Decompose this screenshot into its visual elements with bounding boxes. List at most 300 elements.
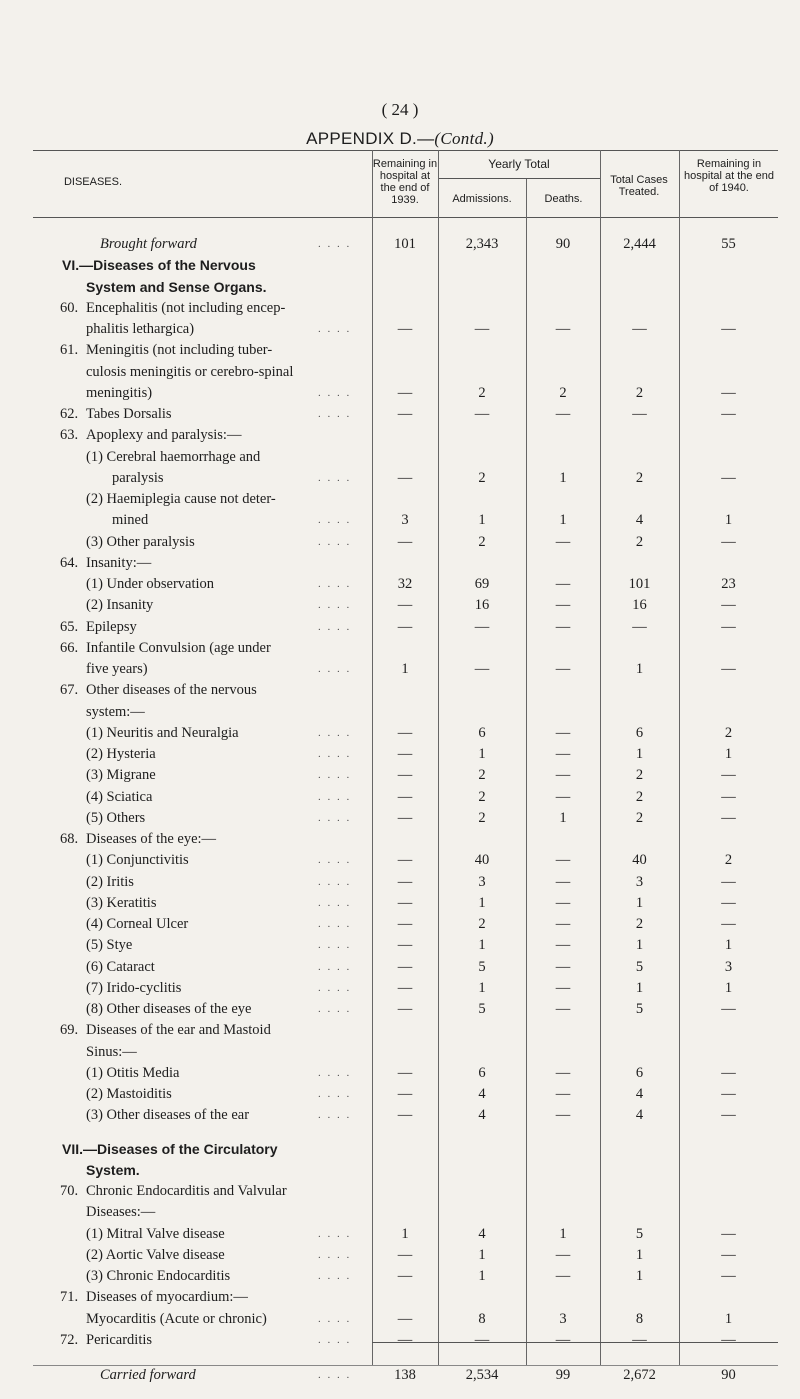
section-heading [0, 1139, 800, 1159]
cell-remaining-1940: — [721, 618, 736, 635]
cell-deaths: — [555, 321, 571, 337]
row-label: (2) Insanity [86, 597, 154, 614]
leader-dots: . . . . [318, 769, 352, 782]
table-row [0, 574, 800, 594]
leader-dots: . . . . [318, 1227, 352, 1240]
cell-remaining-1940: — [721, 809, 736, 826]
leader-dots: . . . . [318, 726, 352, 739]
leader-dots: . . . . [318, 1312, 352, 1325]
cell-deaths: — [555, 597, 571, 614]
cell-deaths: — [555, 1107, 571, 1124]
cell-deaths: — [555, 1086, 571, 1102]
table-row [0, 1224, 800, 1244]
leader-dots: . . . . [318, 620, 352, 633]
cell-total-treated: 16 [632, 597, 647, 614]
cell-total-treated: 6 [635, 724, 644, 741]
row-label: Other diseases of the nervous [86, 682, 257, 699]
cell-remaining-1939: — [397, 809, 413, 826]
row-text [0, 447, 800, 467]
cell-admissions: 16 [474, 597, 490, 614]
cell-remaining-1939: — [397, 788, 413, 805]
cell-remaining-1940: — [721, 1225, 736, 1242]
cell-admissions: 2 [478, 767, 486, 784]
cell-remaining-1939: 138 [394, 1367, 416, 1383]
cell-remaining-1939: — [397, 1268, 413, 1284]
row-number: 60. [60, 299, 79, 316]
cell-remaining-1940: — [721, 406, 736, 422]
table-row [0, 765, 800, 785]
leader-dots: . . . . [318, 599, 352, 612]
table-row [0, 872, 800, 892]
leader-dots: . . . . [318, 981, 352, 994]
row-label: culosis meningitis or cerebro-spinal [86, 363, 294, 380]
row-number: 70. [60, 1183, 79, 1199]
cell-remaining-1940: — [721, 873, 736, 890]
cell-total-treated: 2 [635, 788, 644, 805]
cell-remaining-1940: — [721, 1064, 736, 1081]
cell-admissions: 3 [478, 873, 486, 890]
cell-total-treated: 1 [635, 979, 644, 996]
table-row [0, 404, 800, 424]
table-row [0, 234, 800, 254]
cell-total-treated: 1 [635, 661, 644, 677]
cell-deaths: — [555, 873, 571, 890]
leader-dots: . . . . [318, 918, 352, 930]
cell-remaining-1939: — [397, 1310, 413, 1327]
cell-deaths: 90 [555, 236, 571, 252]
row-label: Diseases of myocardium:— [86, 1289, 248, 1306]
cell-remaining-1940: 3 [724, 958, 733, 975]
row-text [0, 340, 800, 360]
row-label: Diseases of the ear and Mastoid [86, 1022, 271, 1039]
cell-deaths: — [555, 406, 571, 422]
cell-deaths: 1 [559, 469, 567, 486]
cell-admissions: 4 [478, 1107, 486, 1124]
table-row [0, 1266, 800, 1286]
cell-remaining-1940: 2 [724, 852, 733, 869]
row-label: (2) Haemiplegia cause not deter- [86, 491, 276, 507]
leader-dots: . . . . [318, 960, 352, 973]
cell-remaining-1939: — [397, 852, 413, 869]
cell-remaining-1939: 3 [401, 512, 409, 529]
table-row [0, 914, 800, 934]
cell-admissions: — [474, 1331, 490, 1348]
row-label: (3) Other paralysis [86, 533, 195, 550]
leader-dots: . . . . [318, 578, 352, 590]
cell-remaining-1940: 1 [724, 512, 733, 529]
cell-deaths: — [555, 1331, 571, 1348]
cell-deaths: — [555, 1001, 571, 1017]
row-label: (5) Stye [86, 937, 133, 954]
row-text [0, 680, 800, 700]
col-total-cases-header: Total Cases Treated. [610, 174, 668, 198]
cell-remaining-1940: — [721, 788, 736, 805]
table-row [0, 978, 800, 998]
cell-admissions: 1 [478, 746, 486, 762]
cell-admissions: 5 [478, 1001, 486, 1017]
leader-dots: . . . . [318, 514, 352, 527]
table-row [0, 1309, 800, 1329]
cell-remaining-1940: — [721, 1001, 736, 1017]
leader-dots: . . . . [318, 811, 352, 824]
cell-remaining-1939: — [397, 746, 413, 762]
cell-remaining-1940: 90 [721, 1367, 736, 1383]
cell-admissions: 1 [478, 894, 486, 911]
row-label: (2) Aortic Valve disease [86, 1246, 225, 1263]
leader-dots: . . . . [318, 1369, 352, 1381]
cell-remaining-1940: 1 [724, 937, 733, 954]
cell-admissions: 1 [478, 979, 486, 996]
row-text [0, 1042, 800, 1062]
table-row [0, 532, 800, 552]
cell-admissions: 1 [478, 1246, 486, 1263]
cell-total-treated: — [632, 406, 647, 422]
cell-remaining-1940: — [721, 1331, 736, 1348]
cell-total-treated: 2 [635, 533, 644, 550]
title-contd: (Contd.) [434, 129, 494, 148]
row-text [0, 702, 800, 722]
cell-remaining-1939: — [397, 597, 413, 614]
cell-total-treated: 2 [635, 916, 644, 932]
title-text: APPENDIX D.— [306, 129, 435, 148]
row-label: Carried forward [100, 1367, 196, 1383]
cell-deaths: 2 [559, 384, 567, 401]
row-text [0, 638, 800, 658]
row-label: (8) Other diseases of the eye [86, 1001, 252, 1017]
row-label: (7) Irido-cyclitis [86, 979, 182, 996]
col-yearly-total-header: Yearly Total [488, 157, 550, 171]
row-text [0, 1202, 800, 1222]
cell-remaining-1940: — [721, 1086, 736, 1102]
row-label: (4) Sciatica [86, 788, 153, 805]
row-label: (3) Migrane [86, 767, 156, 784]
col-admissions-header: Admissions. [452, 193, 512, 205]
cell-deaths: 99 [555, 1367, 571, 1383]
table-row [0, 787, 800, 807]
cell-total-treated: 4 [635, 1107, 644, 1124]
cell-admissions: 8 [478, 1310, 486, 1327]
row-label: VI.—Diseases of the Nervous [62, 257, 256, 274]
cell-deaths: 1 [559, 809, 567, 826]
leader-dots: . . . . [318, 323, 352, 335]
cell-remaining-1940: — [721, 469, 736, 486]
cell-remaining-1939: — [397, 767, 413, 784]
row-number: 64. [60, 554, 79, 571]
cell-total-treated: — [632, 1331, 647, 1348]
cell-admissions: 2 [478, 809, 486, 826]
leader-dots: . . . . [318, 875, 352, 888]
cell-admissions: 4 [478, 1086, 486, 1102]
cell-total-treated: 2 [635, 384, 644, 401]
cell-total-treated: 1 [635, 1268, 644, 1284]
cell-deaths: — [555, 767, 571, 784]
cell-remaining-1940: — [721, 1268, 736, 1284]
cell-total-treated: 6 [635, 1064, 644, 1081]
col-diseases-header: DISEASES. [63, 176, 123, 188]
cell-remaining-1939: — [397, 873, 413, 890]
table-row [0, 744, 800, 764]
cell-deaths: — [555, 724, 571, 741]
table-row [0, 935, 800, 955]
cell-deaths: — [555, 533, 571, 550]
cell-deaths: — [555, 576, 571, 592]
cell-total-treated: 4 [635, 512, 644, 529]
row-text [0, 362, 800, 382]
cell-deaths: — [555, 937, 571, 954]
row-number: 71. [60, 1289, 79, 1306]
section-heading [0, 1160, 800, 1180]
leader-dots: . . . . [318, 1333, 352, 1346]
cell-remaining-1939: — [397, 958, 413, 975]
cell-total-treated: 40 [632, 852, 647, 869]
cell-admissions: 1 [478, 937, 486, 954]
cell-admissions: — [474, 661, 490, 677]
row-label: Brought forward [100, 236, 197, 252]
table-row [0, 383, 800, 403]
leader-dots: . . . . [318, 663, 352, 675]
leader-dots: . . . . [318, 238, 352, 250]
row-label: (1) Otitis Media [86, 1064, 180, 1081]
cell-remaining-1940: — [721, 533, 736, 550]
table-row [0, 617, 800, 637]
cell-admissions: 2 [478, 916, 486, 932]
cell-remaining-1939: — [397, 469, 413, 486]
row-label: System. [86, 1161, 140, 1178]
cell-admissions: 1 [478, 1268, 486, 1284]
cell-deaths: — [555, 979, 571, 996]
table-row [0, 1063, 800, 1083]
cell-admissions: 1 [478, 512, 486, 529]
cell-remaining-1939: — [397, 1107, 413, 1124]
row-label: Encephalitis (not including encep- [86, 299, 286, 316]
cell-admissions: 2 [478, 469, 486, 486]
cell-deaths: — [555, 852, 571, 869]
cell-remaining-1939: — [397, 937, 413, 954]
row-label: (2) Iritis [86, 873, 134, 890]
cell-deaths: 3 [559, 1310, 567, 1327]
leader-dots: . . . . [318, 748, 352, 760]
row-number: 61. [60, 342, 79, 359]
table-row [0, 510, 800, 530]
row-label: (6) Cataract [86, 958, 155, 975]
cell-total-treated: 5 [635, 1225, 644, 1242]
cell-total-treated: 2 [635, 809, 644, 826]
leader-dots: . . . . [318, 386, 352, 399]
row-text [0, 553, 800, 573]
cell-remaining-1940: — [721, 916, 736, 932]
cell-admissions: 2 [478, 384, 486, 401]
cell-total-treated: — [632, 321, 647, 337]
row-label: (1) Mitral Valve disease [86, 1225, 225, 1242]
row-label: (1) Cerebral haemorrhage and [86, 448, 261, 465]
cell-remaining-1940: — [721, 767, 736, 784]
row-label: Infantile Convulsion (age under [86, 639, 271, 656]
leader-dots: . . . . [318, 408, 352, 420]
leader-dots: . . . . [318, 790, 352, 803]
table-row [0, 999, 800, 1019]
leader-dots: . . . . [318, 1270, 352, 1282]
cell-remaining-1940: — [721, 384, 736, 401]
row-label: (5) Others [86, 809, 146, 826]
cell-total-treated: — [632, 618, 647, 635]
cell-deaths: — [555, 1064, 571, 1081]
cell-total-treated: 1 [635, 746, 644, 762]
page-number: ( 24 ) [381, 100, 419, 119]
cell-total-treated: 5 [635, 958, 644, 975]
cell-total-treated: 2 [635, 469, 644, 486]
cell-remaining-1939: — [397, 916, 413, 932]
col-remaining-start-header: Remaining in hospital at the end of 1939. [372, 158, 438, 206]
cell-remaining-1939: 32 [397, 576, 413, 592]
cell-remaining-1940: 2 [724, 724, 733, 741]
col-deaths-header: Deaths. [544, 193, 583, 205]
leader-dots: . . . . [318, 1088, 352, 1100]
row-text [0, 1020, 800, 1040]
cell-deaths: — [555, 746, 571, 762]
cell-admissions: 2 [478, 533, 486, 550]
row-label: mined [112, 512, 149, 529]
cell-total-treated: 1 [635, 894, 644, 911]
leader-dots: . . . . [318, 1066, 352, 1079]
leader-dots: . . . . [318, 1109, 352, 1122]
cell-remaining-1940: — [721, 321, 736, 337]
cell-total-treated: 8 [635, 1310, 644, 1327]
leader-dots: . . . . [318, 535, 352, 548]
section-heading [0, 255, 800, 275]
row-label: (2) Hysteria [86, 746, 156, 762]
row-label: (1) Neuritis and Neuralgia [86, 724, 239, 741]
table-row [0, 1330, 800, 1350]
row-label: Pericarditis [86, 1331, 153, 1348]
cell-deaths: 1 [559, 512, 567, 529]
row-number: 62. [60, 406, 79, 422]
leader-dots: . . . . [318, 939, 352, 952]
cell-remaining-1939: — [397, 1246, 413, 1263]
leader-dots: . . . . [318, 1003, 352, 1015]
cell-remaining-1939: 101 [394, 236, 416, 252]
table-row [0, 893, 800, 913]
row-label: (2) Mastoiditis [86, 1086, 172, 1102]
row-label: Apoplexy and paralysis:— [86, 427, 242, 444]
row-number: 65. [60, 618, 79, 635]
cell-deaths: — [555, 661, 571, 677]
cell-deaths: — [555, 958, 571, 975]
row-label: meningitis) [86, 384, 153, 401]
cell-remaining-1940: 1 [724, 979, 733, 996]
row-text [0, 1287, 800, 1307]
cell-remaining-1939: — [397, 533, 413, 550]
cell-deaths: — [555, 894, 571, 911]
cell-admissions: 6 [478, 724, 486, 741]
cell-total-treated: 3 [635, 873, 644, 890]
cell-remaining-1939: — [397, 1064, 413, 1081]
row-label: Diseases of the eye:— [86, 831, 217, 847]
row-number: 68. [60, 831, 79, 847]
cell-deaths: — [555, 916, 571, 932]
cell-remaining-1940: 1 [724, 746, 733, 762]
cell-total-treated: 2 [635, 767, 644, 784]
cell-admissions: 69 [474, 576, 490, 592]
cell-remaining-1939: — [397, 1086, 413, 1102]
cell-total-treated: 4 [635, 1086, 644, 1102]
cell-remaining-1940: 23 [721, 576, 736, 592]
table-row [0, 1084, 800, 1104]
cell-deaths: — [555, 1246, 571, 1263]
row-number: 72. [60, 1331, 79, 1348]
row-label: (1) Under observation [86, 576, 215, 592]
cell-admissions: 5 [478, 958, 486, 975]
row-label: Meningitis (not including tuber- [86, 342, 273, 359]
row-label: paralysis [112, 469, 164, 486]
row-text [0, 298, 800, 318]
cell-remaining-1940: — [721, 661, 736, 677]
section-heading [0, 277, 800, 297]
cell-total-treated: 101 [628, 576, 651, 592]
row-label: phalitis lethargica) [86, 321, 195, 337]
cell-remaining-1940: 55 [721, 236, 736, 252]
table-row [0, 659, 800, 679]
cell-remaining-1939: — [397, 384, 413, 401]
cell-remaining-1939: — [397, 321, 413, 337]
cell-deaths: — [555, 1268, 571, 1284]
cell-remaining-1940: — [721, 597, 736, 614]
row-label: System and Sense Organs. [86, 278, 267, 295]
row-label: Insanity:— [86, 554, 152, 571]
cell-admissions: 2,343 [465, 236, 499, 252]
cell-remaining-1940: — [721, 1246, 736, 1263]
row-label: (1) Conjunctivitis [86, 852, 189, 869]
cell-remaining-1939: — [397, 894, 413, 911]
table-row [0, 1365, 800, 1385]
cell-remaining-1939: 1 [401, 1225, 409, 1242]
cell-remaining-1939: — [397, 724, 413, 741]
cell-remaining-1940: — [721, 894, 736, 911]
row-label: (3) Other diseases of the ear [86, 1107, 250, 1124]
row-label: five years) [86, 661, 148, 677]
cell-admissions: — [474, 406, 490, 422]
row-label: Myocarditis (Acute or chronic) [86, 1310, 267, 1327]
cell-deaths: — [555, 618, 571, 635]
row-label: (3) Keratitis [86, 894, 157, 911]
leader-dots: . . . . [318, 1248, 352, 1261]
table-row [0, 468, 800, 488]
cell-remaining-1940: 1 [724, 1310, 733, 1327]
row-text [0, 489, 800, 509]
cell-total-treated: 5 [635, 1001, 644, 1017]
table-row [0, 1245, 800, 1265]
table-row [0, 850, 800, 870]
cell-admissions: — [474, 321, 490, 337]
cell-remaining-1939: 1 [401, 661, 409, 677]
row-label: system:— [86, 703, 145, 720]
cell-total-treated: 1 [635, 1246, 644, 1263]
cell-admissions: — [474, 618, 490, 635]
table-row [0, 595, 800, 615]
row-number: 63. [60, 427, 79, 444]
cell-remaining-1939: — [397, 1001, 413, 1017]
row-text [0, 1181, 800, 1201]
cell-remaining-1939: — [397, 1331, 413, 1348]
cell-admissions: 4 [478, 1225, 486, 1242]
leader-dots: . . . . [318, 854, 352, 867]
table-row [0, 723, 800, 743]
row-text [0, 425, 800, 445]
leader-dots: . . . . [318, 896, 352, 909]
row-number: 67. [60, 682, 79, 699]
row-number: 66. [60, 639, 79, 656]
row-number: 69. [60, 1022, 79, 1039]
table-row [0, 957, 800, 977]
